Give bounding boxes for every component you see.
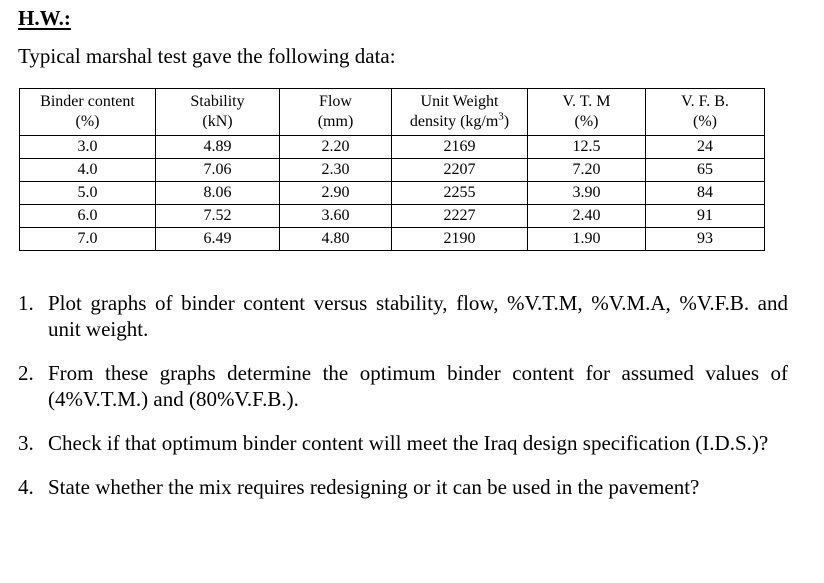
cell-vtm: 1.90 <box>528 228 646 251</box>
cell-flow: 2.20 <box>280 136 392 159</box>
question-number: 2. <box>18 361 34 385</box>
cell-stability: 8.06 <box>156 182 280 205</box>
table-row <box>20 228 765 251</box>
cell-vfb: 65 <box>646 159 765 182</box>
cell-stability: 7.52 <box>156 205 280 228</box>
table-row <box>20 205 765 228</box>
question-text: State whether the mix requires redesigning or it can be used in the pavement? <box>48 475 700 499</box>
header-vfb: V. F. B. (%) <box>646 89 765 136</box>
cell-unit-weight: 2207 <box>392 159 528 182</box>
header-binder-content: Binder content (%) <box>20 89 156 136</box>
question-number: 3. <box>18 431 34 455</box>
question-number: 4. <box>18 475 34 499</box>
question-item <box>18 290 788 342</box>
cell-flow: 2.30 <box>280 159 392 182</box>
cell-vfb: 93 <box>646 228 765 251</box>
cell-flow: 2.90 <box>280 182 392 205</box>
question-item <box>18 474 788 500</box>
question-number: 1. <box>18 291 34 315</box>
cell-unit-weight: 2227 <box>392 205 528 228</box>
table-header-row <box>20 89 765 136</box>
question-text: Check if that optimum binder content will meet the Iraq design specification (I.D.S.)? <box>48 431 769 455</box>
cell-stability: 4.89 <box>156 136 280 159</box>
cell-vtm: 3.90 <box>528 182 646 205</box>
question-text: From these graphs determine the optimum binder content for assumed values of (4%V.T.M.) and (80%V.F.B.). <box>48 361 788 411</box>
header-vtm: V. T. M (%) <box>528 89 646 136</box>
cell-flow: 4.80 <box>280 228 392 251</box>
cell-unit-weight: 2255 <box>392 182 528 205</box>
hw-title: H.W.: <box>18 6 71 30</box>
cell-vfb: 84 <box>646 182 765 205</box>
table-row <box>20 182 765 205</box>
marshall-data-table <box>19 88 765 251</box>
intro-text: Typical marshal test gave the following data: <box>18 44 396 68</box>
table-row <box>20 159 765 182</box>
cell-vfb: 24 <box>646 136 765 159</box>
cell-vtm: 7.20 <box>528 159 646 182</box>
cell-binder: 5.0 <box>20 182 156 205</box>
table-row <box>20 136 765 159</box>
cell-unit-weight: 2190 <box>392 228 528 251</box>
cell-stability: 6.49 <box>156 228 280 251</box>
cell-vtm: 2.40 <box>528 205 646 228</box>
cell-vfb: 91 <box>646 205 765 228</box>
cell-vtm: 12.5 <box>528 136 646 159</box>
cell-binder: 4.0 <box>20 159 156 182</box>
cell-binder: 6.0 <box>20 205 156 228</box>
question-text: Plot graphs of binder content versus stability, flow, %V.T.M, %V.M.A, %V.F.B. and unit weight. <box>48 291 788 341</box>
header-flow: Flow (mm) <box>280 89 392 136</box>
cell-unit-weight: 2169 <box>392 136 528 159</box>
question-item <box>18 360 788 412</box>
cell-flow: 3.60 <box>280 205 392 228</box>
header-unit-weight: Unit Weight density $(kg/m^3)$ <box>392 89 528 136</box>
cell-binder: 7.0 <box>20 228 156 251</box>
header-stability: Stability (kN) <box>156 89 280 136</box>
cell-stability: 7.06 <box>156 159 280 182</box>
question-item <box>18 430 788 456</box>
cell-binder: 3.0 <box>20 136 156 159</box>
question-list <box>18 290 788 518</box>
